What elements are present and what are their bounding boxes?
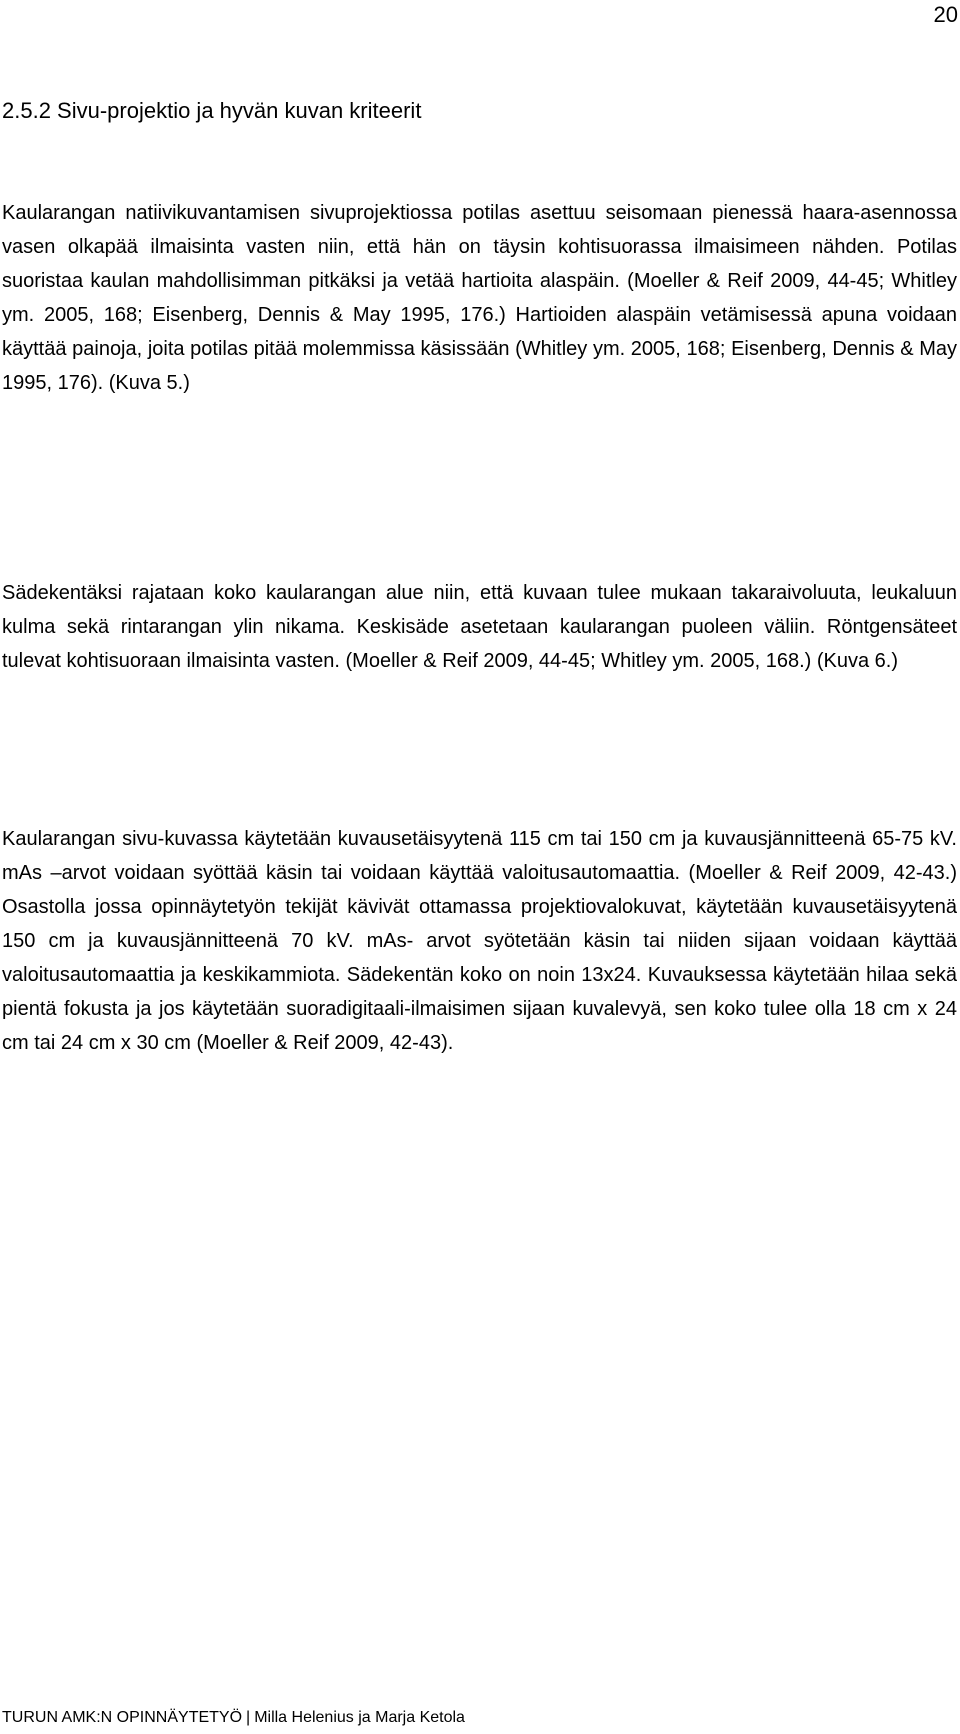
paragraph-patient-positioning: Kaularangan natiivikuvantamisen sivuprojektiossa potilas asettuu seisomaan pienessä haara-asennossa vasen olkapää ilmaisinta vasten niin, että hän on täysin kohtisuorassa ilmaisimeen nähden. Potilas suoristaa kaulan mahdollisimman pitkäksi ja vetää hartioita alaspäin. (Moeller & Reif 2009, 44-45; Whitley ym. 2005, 168; Eisenberg, Dennis & May 1995, 176.) Hartioiden alaspäin vetämisessä apuna voidaan käyttää painoja, joita potilas pitää molemmissa käsissään (Whitley ym. 2005, 168; Eisenberg, Dennis & May 1995, 176). (Kuva 5.) bbox=[2, 202, 957, 394]
footer-separator: | bbox=[246, 1709, 251, 1726]
section-heading: 2.5.2 Sivu-projektio ja hyvän kuvan kriteerit bbox=[2, 98, 422, 123]
footer-authors: Milla Helenius ja Marja Ketola bbox=[254, 1709, 465, 1726]
paragraph-exposure-settings: Kaularangan sivu-kuvassa käytetään kuvausetäisyytenä 115 cm tai 150 cm ja kuvausjännitteenä 65-75 kV. mAs –arvot voidaan syöttää käsin tai voidaan käyttää valoitusautomaattia. (Moeller & Reif 2009, 42-43.) Osastolla jossa opinnäytetyön tekijät kävivät ottamassa projektiovalokuvat, käytetään kuvausetäisyytenä 150 cm ja kuvausjännitteenä 70 kV. mAs- arvot syötetään käsin tai niiden sijaan voidaan käyttää valoitusautomaattia ja keskikammiota. Sädekentän koko on noin 13x24. Kuvauksessa käytetään hilaa sekä pientä fokusta ja jos käytetään suoradigitaali-ilmaisimen sijaan kuvalevyä, sen koko tulee olla 18 cm x 24 cm tai 24 cm x 30 cm (Moeller & Reif 2009, 42-43). bbox=[2, 828, 957, 1054]
footer-institution: TURUN AMK:N OPINNÄYTETYÖ bbox=[2, 1709, 243, 1726]
page-number: 20 bbox=[933, 2, 958, 27]
paragraph-beam-field: Sädekentäksi rajataan koko kaularangan alue niin, että kuvaan tulee mukaan takaraivoluuta, leukaluun kulma sekä rintarangan ylin nikama. Keskisäde asetetaan kaularangan puoleen väliin. Röntgensäteet tulevat kohtisuoraan ilmaisinta vasten. (Moeller & Reif 2009, 44-45; Whitley ym. 2005, 168.) (Kuva 6.) bbox=[2, 582, 957, 672]
page-footer bbox=[2, 1708, 465, 1728]
